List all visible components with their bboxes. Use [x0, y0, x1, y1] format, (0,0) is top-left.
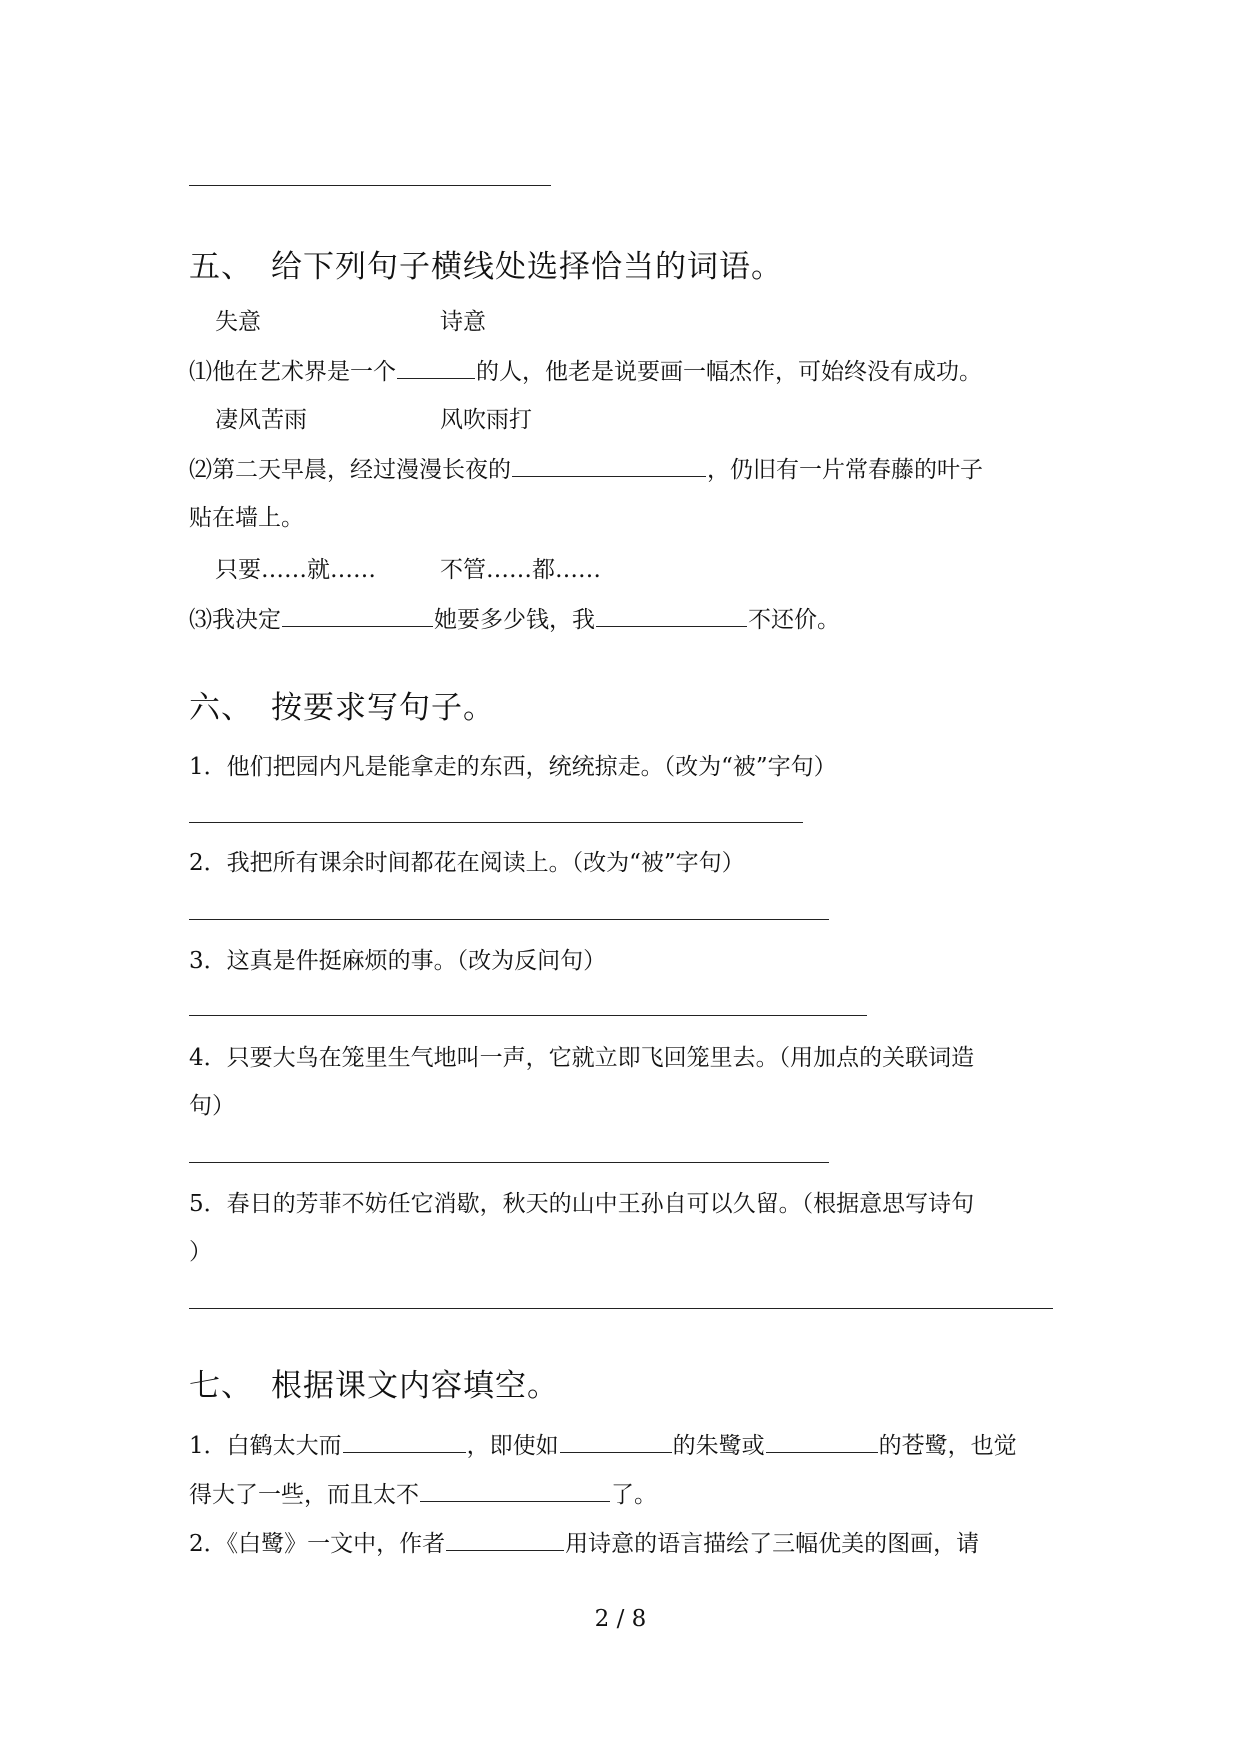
answer-blank[interactable]: [446, 1530, 564, 1551]
answer-blank[interactable]: [420, 1481, 610, 1502]
section-number: 五、: [189, 249, 253, 285]
question-text: ⑶我决定: [189, 607, 281, 633]
answer-blank[interactable]: [343, 1432, 466, 1453]
word-option: 风吹雨打: [440, 407, 532, 433]
question-line: 2．我把所有课余时间都花在阅读上。（改为“被”字句）: [189, 850, 745, 876]
question-line: [189, 1431, 1017, 1461]
page-number: 2 / 8: [594, 1606, 647, 1632]
answer-blank[interactable]: [596, 606, 747, 627]
question-text: 她要多少钱，我: [434, 607, 595, 633]
question-text: 的苍鹭，也觉: [878, 1433, 1017, 1459]
section-heading: [189, 1366, 559, 1406]
question-text: 了。: [611, 1482, 657, 1508]
question-line: [189, 357, 982, 387]
word-option: 只要……就……: [215, 557, 376, 583]
word-option: 失意: [215, 309, 261, 335]
answer-line[interactable]: [189, 822, 803, 823]
question-line: 4．只要大鸟在笼里生气地叫一声，它就立即飞回笼里去。（用加点的关联词造: [189, 1045, 975, 1071]
section-title: 给下列句子横线处选择恰当的词语。: [271, 249, 783, 285]
word-option: 不管……都……: [440, 557, 601, 583]
answer-line[interactable]: [189, 1162, 829, 1163]
question-text: 用诗意的语言描绘了三幅优美的图画，请: [565, 1531, 980, 1557]
question-text: 2．《白鹭》一文中，作者: [189, 1531, 446, 1557]
question-text: 1．白鹤太大而: [189, 1433, 342, 1459]
section-heading: [189, 247, 783, 287]
answer-blank[interactable]: [766, 1432, 878, 1453]
question-line: 贴在墙上。: [189, 505, 304, 531]
question-text: 的朱鹭或: [672, 1433, 765, 1459]
question-line: [189, 455, 983, 485]
question-text: ⑵第二天早晨，经过漫漫长夜的: [189, 457, 511, 483]
question-line: [189, 605, 840, 635]
question-text: ，即使如: [466, 1433, 559, 1459]
answer-line[interactable]: [189, 1015, 867, 1016]
answer-blank[interactable]: [282, 606, 433, 627]
section-title: 根据课文内容填空。: [271, 1368, 559, 1404]
answer-blank[interactable]: [397, 358, 475, 379]
question-line: ）: [189, 1239, 212, 1265]
question-text: 不还价。: [748, 607, 840, 633]
section-number: 六、: [189, 690, 253, 726]
question-line: 5．春日的芳菲不妨任它消歇，秋天的山中王孙自可以久留。（根据意思写诗句: [189, 1191, 975, 1217]
question-line: 句）: [189, 1093, 235, 1119]
question-text: ⑴他在艺术界是一个: [189, 359, 396, 385]
section-number: 七、: [189, 1368, 253, 1404]
answer-line[interactable]: [189, 919, 829, 920]
word-option: 凄风苦雨: [215, 407, 307, 433]
answer-line[interactable]: [189, 1308, 1053, 1309]
question-text: 得大了一些，而且太不: [189, 1482, 419, 1508]
answer-blank[interactable]: [512, 456, 706, 477]
question-line: 1．他们把园内凡是能拿走的东西，统统掠走。（改为“被”字句）: [189, 754, 837, 780]
question-text: ，仍旧有一片常春藤的叶子: [707, 457, 983, 483]
question-text: 的人，他老是说要画一幅杰作，可始终没有成功。: [476, 359, 982, 385]
question-line: [189, 1480, 657, 1510]
question-line: 3．这真是件挺麻烦的事。（改为反问句）: [189, 948, 607, 974]
answer-blank[interactable]: [560, 1432, 672, 1453]
section-heading: [189, 688, 495, 728]
question-line: [189, 1529, 979, 1559]
word-option: 诗意: [440, 309, 486, 335]
section-title: 按要求写句子。: [271, 690, 495, 726]
answer-line[interactable]: [189, 185, 551, 186]
